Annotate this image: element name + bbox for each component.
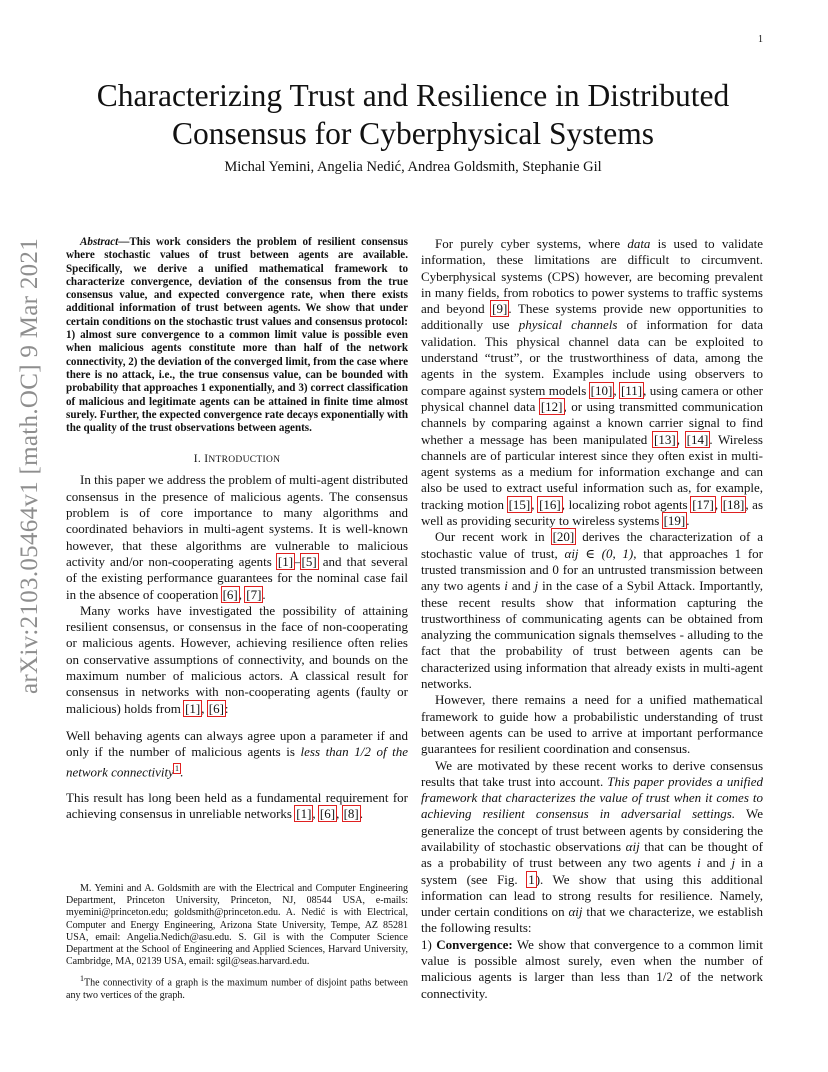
arxiv-stamp-text: arXiv:2103.05464v1 [math.OC] 9 Mar 2021 <box>16 237 43 695</box>
need-paragraph: However, there remains a need for a unified mathematical framework to guide how a probabilistic understanding of trust between agents can be used to arrive at important performance guarantees for resilient coordination and consensus. <box>421 692 763 757</box>
citation-link[interactable]: [1] <box>185 700 201 716</box>
citation-link[interactable]: [10] <box>590 382 613 398</box>
footnote-mark: 1 <box>80 974 84 984</box>
citation-link[interactable]: [9] <box>492 301 508 317</box>
citation-link[interactable]: [15] <box>508 496 531 512</box>
motivation-paragraph: We are motivated by these recent works to derive consensus results that take trust into account. This paper provides a unified framework that characterizes the value of trust when it comes to achieving resilient consensus in adversarial settings. We generalize the concept of trust between agents by considering the availability of stochastic observations αij that can be thought of as a probability of trust between any two agents i and j in a system (see Fig. 1). We show that using this additional information can lead to strong results for resilience. Namely, under certain conditions on αij that we characterize, we establish the following results: <box>421 757 764 936</box>
citation-link[interactable]: [7] <box>246 586 262 602</box>
quote-emphasis: less than 1/2 of the network connectivity <box>66 744 409 779</box>
citation-link[interactable]: [20] <box>552 529 575 545</box>
paper-title: Characterizing Trust and Resilience in Distributed Consensus for Cyberphysical Systems <box>96 78 730 151</box>
citation-link[interactable]: [1] <box>277 553 294 569</box>
citation-link[interactable]: [11] <box>620 382 643 398</box>
intro-paragraph-3: This result has long been held as a fundamental requirement for achieving consensus in unreliable networks [1], [6], [8]. <box>66 790 408 822</box>
section-title-first: I <box>204 453 209 466</box>
abstract-lead: Abstract <box>80 236 119 248</box>
quoted-result: Well behaving agents can always agree upon a parameter if and only if the number of malicious agents is less than 1/2 of the network connectivity$^1$. <box>66 727 409 779</box>
abstract <box>66 236 408 435</box>
citation-link[interactable]: [8] <box>343 806 359 822</box>
left-column <box>66 236 408 823</box>
cps-paragraph: For purely cyber systems, where data is used to validate information, these limitations are difficult to circumvent. Cyberphysical systems (CPS) however, are becoming prevalent in many fields, from robotics to power systems to traffic systems and beyond [9]. These systems provide new opportunities to additionally use physical channels of information for data validation. This physical channel data can be exploited to understand “trust”, or the trustworthiness of data, among the agents in the system. Examples include using observers to compare against system models [10], [11], using camera or other physical channel data [12], or using transmitted communication channels by comparing against a known carrier signal to find whether a message has been manipulated [13], [14]. Wireless channels are of particular interest since they often exist in multi-agent systems as a medium for information exchange and can also be used to extract useful information such as, for example, tracking motion [15], [16], localizing robot agents [17], [18], as well as providing security to wireless systems [19]. <box>421 236 764 529</box>
affiliation-footnote: M. Yemini and A. Goldsmith are with the Electrical and Computer Engineering Department, Princeton University, Princeton, NJ, 08544 USA, e-mails: myemini@princeton.edu; goldsmith@princeton.edu. A. Nedić is with Electrical, Computer and Energy Engineering, Arizona State University, Tempe, AZ 85281 USA, email: Angelia.Nedich@asu.edu. S. Gil is with the Computer Science Department at the School of Engineering and Applied Sciences, Harvard University, Cambridge, MA, 02139 USA, email: sgil@seas.harvard.edu. <box>66 883 408 968</box>
abstract-text: —This work considers the problem of resilient consensus where stochastic values of trust between agents are available. Specifically, we derive a unified mathematical framework to characterize convergence, deviation of the consensus from the true consensus value, and expected convergence rate, when there exists additional information of trust between agents. We show that under certain conditions on the stochastic trust values and consensus protocol: 1) almost sure convergence to a common limit value is possible even when malicious agents constitute more than half of the network connectivity, 2) the deviation of the converged limit, from the case where there is no attack, i.e., the true consensus value, can be bounded with probability that approaches 1 exponentially, and 3) correct classification of malicious and legitimate agents can be attained in finite time almost surely. Further, the expected convergence rate decays exponentially with the quality of the trust observations between agents. <box>66 236 408 435</box>
section-title-rest: NTRODUCTION <box>208 455 281 466</box>
citation-link[interactable]: [18] <box>722 496 745 512</box>
connectivity-footnote: $^1$The connectivity of a graph is the maximum number of disjoint paths between any two vertices of the graph. <box>66 974 408 1001</box>
contribution-label: Convergence: <box>436 936 513 952</box>
figure-link[interactable]: 1 <box>528 871 535 887</box>
section-number: I. <box>193 453 202 466</box>
citation-link[interactable]: [14] <box>686 431 709 447</box>
section-heading <box>66 453 408 465</box>
citation-link[interactable]: [6] <box>319 806 336 822</box>
right-column <box>421 236 763 1002</box>
page-number: 1 <box>758 34 763 45</box>
math-expression: αij ∈ (0, 1) <box>564 545 634 561</box>
math-expression: αij <box>625 838 640 854</box>
arxiv-stamp <box>8 237 52 695</box>
math-expression: αij <box>568 904 583 920</box>
citation-link[interactable]: [13] <box>654 431 676 447</box>
recent-work-paragraph: Our recent work in [20] derives the characterization of a stochastic value of trust, αij ∈ (0, 1), that approaches 1 for trusted transmission and 0 for an untrusted transmission between any two agents i and j in the case of a Sybil Attack. Importantly, these recent results show that information capturing the trustworthiness of communicating agents can be obtained from analyzing the communication signals themselves - alluding to the fact that the probability of trust between agents can be characterized using information that already exists in multi-agent networks. <box>421 529 764 692</box>
contribution-item-1: 1) Convergence: We show that convergence to a common limit value is possible almost surely, even when the number of malicious agents is larger than less than 1/2 of the network connectivity. <box>421 936 763 1001</box>
intro-paragraph-1: In this paper we address the problem of multi-agent distributed consensus in the presence of malicious agents. The consensus problem is of core importance to many algorithms and coordinated behaviors in multi-agent systems. It is well-known however, that these algorithms are vulnerable to malicious activity and/or non-cooperating agents [1]–[5] and that several of the existing performance guarantees for the nominal case fail in the absence of cooperation [6], [7]. <box>66 472 408 602</box>
contribution-emphasis: This paper provides a unified framework that characterizes the value of trust when it comes to achieving resilient consensus in adversarial settings. <box>421 773 764 822</box>
citation-link[interactable]: [19] <box>663 513 686 529</box>
author-list: Michal Yemini, Angelia Nedić, Andrea Goldsmith, Stephanie Gil <box>224 159 602 175</box>
citation-link[interactable]: [6] <box>222 586 238 602</box>
citation-link[interactable]: [6] <box>208 700 224 716</box>
intro-paragraph-2: Many works have investigated the possibility of attaining resilient consensus, or consensus in the face of non-cooperating or malicious agents. However, achieving resilience often relies on conservative assumptions of connectivity, and bounds on the maximum number of malicious actors. A classical result for consensus in networks with non-cooperating agents (faulty or malicious) holds from [1], [6]: <box>66 602 408 716</box>
footnote-link[interactable]: 1 <box>174 763 179 773</box>
citation-link[interactable]: [1] <box>296 806 312 822</box>
footnotes <box>66 883 408 1007</box>
citation-link[interactable]: [12] <box>540 398 563 414</box>
citation-link[interactable]: [5] <box>301 553 317 569</box>
citation-link[interactable]: [16] <box>539 496 561 512</box>
citation-link[interactable]: [17] <box>692 496 714 512</box>
